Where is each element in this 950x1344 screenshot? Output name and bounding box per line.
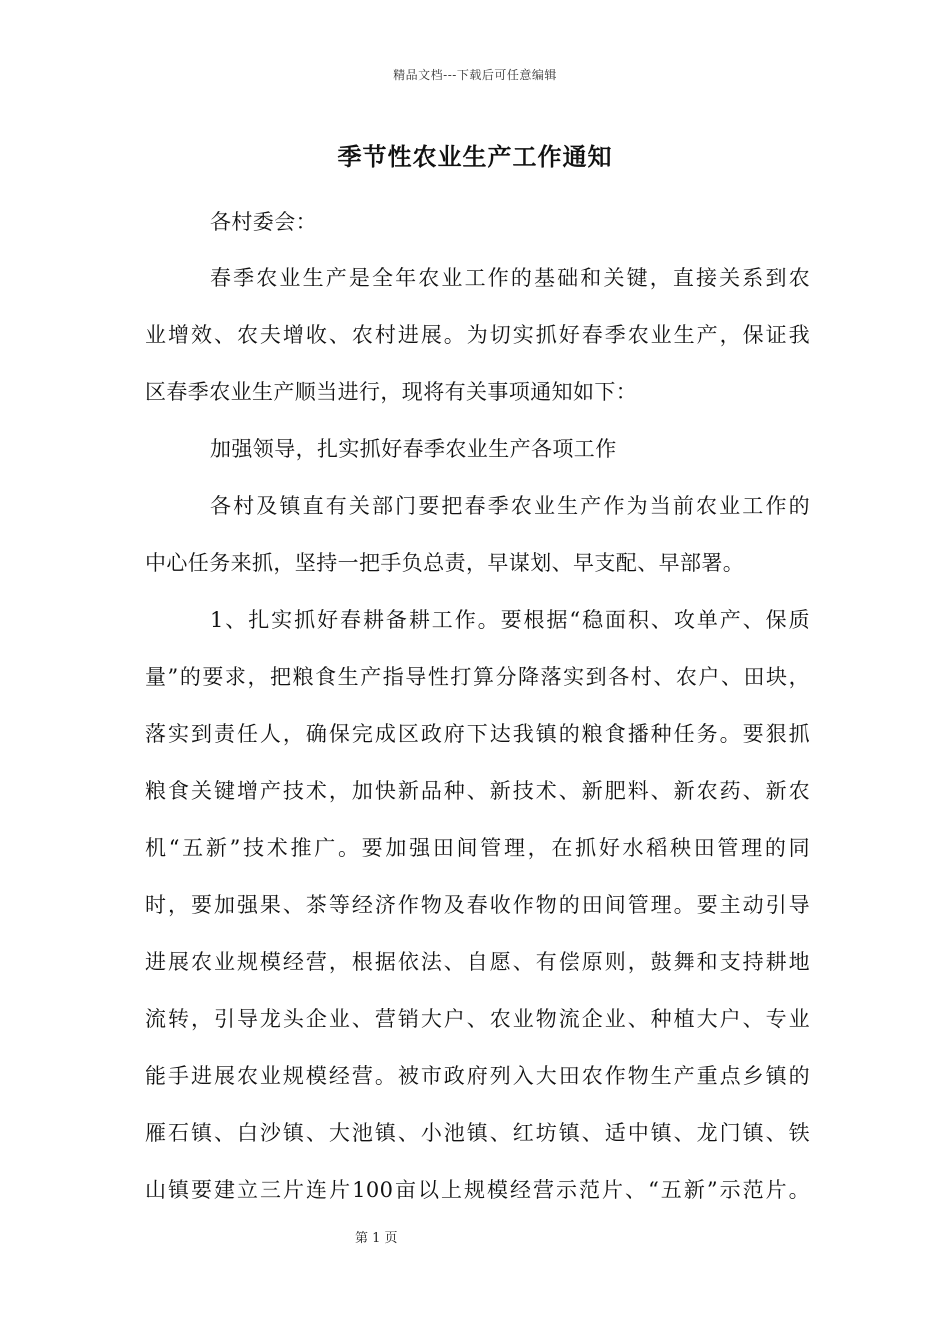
paragraph-line: 各村及镇直有关部门要把春季农业生产作为当前农业工作的 [210,494,810,518]
section-heading: 加强领导，扎实抓好春季农业生产各项工作 [210,437,617,461]
document-title: 季节性农业生产工作通知 [337,142,613,171]
paragraph-line: 量”的要求，把粮食生产指导性打算分降落实到各村、农户、田块， [145,665,810,689]
paragraph-line: 春季农业生产是全年农业工作的基础和关键，直接关系到农 [210,266,810,290]
paragraph-line: 进展农业规模经营，根据依法、自愿、有偿原则，鼓舞和支持耕地 [145,950,810,974]
paragraph-line: 中心任务来抓，坚持一把手负总责，早谋划、早支配、早部署。 [145,551,745,575]
paragraph-line: 落实到责任人，确保完成区政府下达我镇的粮食播种任务。要狠抓 [145,722,810,746]
paragraph-line: 流转，引导龙头企业、营销大户、农业物流企业、种植大户、专业 [145,1007,810,1031]
paragraph-line: 粮食关键增产技术，加快新品种、新技术、新肥料、新农药、新农 [145,779,810,803]
page-number: 第 1 页 [355,1231,398,1246]
paragraph-line: 业增效、农夫增收、农村进展。为切实抓好春季农业生产，保证我 [145,323,810,347]
paragraph-line: 1、扎实抓好春耕备耕工作。要根据“稳面积、攻单产、保质 [210,608,810,632]
salutation: 各村委会： [210,210,317,234]
paragraph-line: 能手进展农业规模经营。被市政府列入大田农作物生产重点乡镇的 [145,1064,810,1088]
header-note: 精品文档---下载后可任意编辑 [393,68,557,82]
paragraph-line: 雁石镇、白沙镇、大池镇、小池镇、红坊镇、适中镇、龙门镇、铁 [145,1121,810,1145]
paragraph-line: 山镇要建立三片连片100亩以上规模经营示范片、“五新”示范片。 [145,1178,810,1202]
paragraph-line: 机“五新”技术推广。要加强田间管理，在抓好水稻秧田管理的同 [145,836,810,860]
paragraph-line: 时，要加强果、茶等经济作物及春收作物的田间管理。要主动引导 [145,893,810,917]
paragraph-line: 区春季农业生产顺当进行，现将有关事项通知如下： [145,380,638,404]
